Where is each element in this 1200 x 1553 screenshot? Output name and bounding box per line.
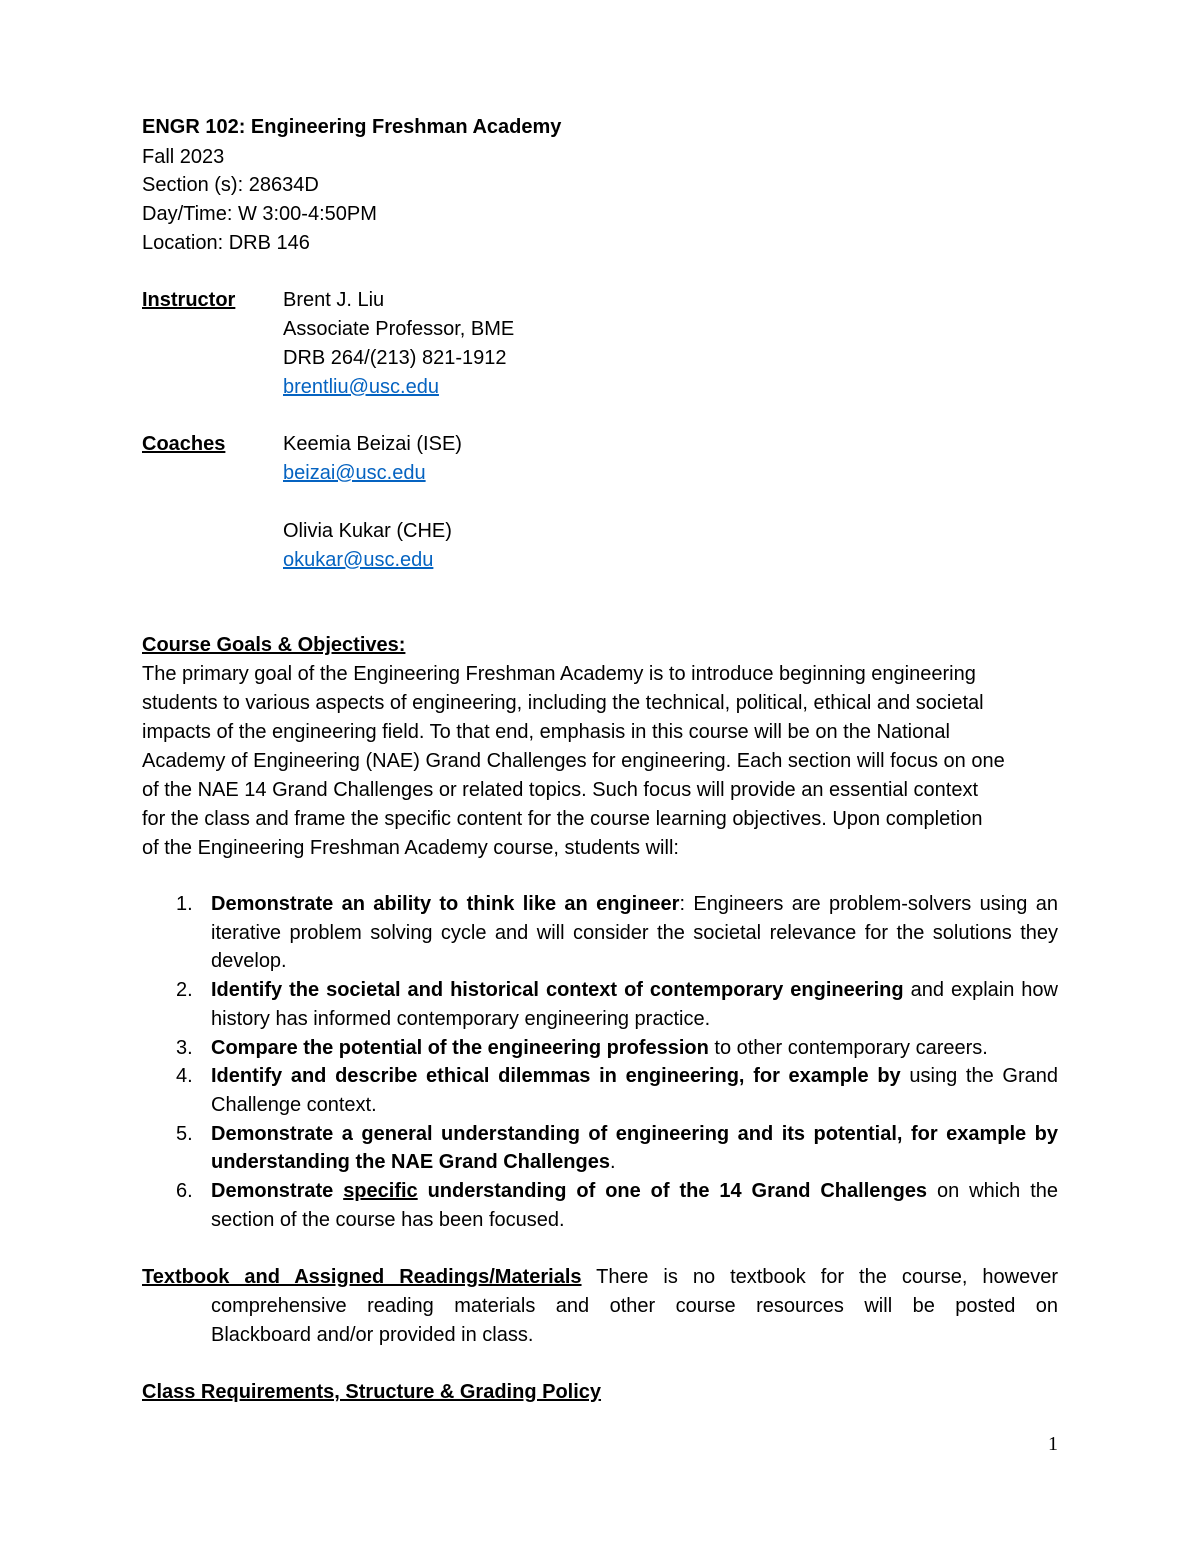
objective-item [142,1177,1058,1234]
instructor-name: Brent J. Liu [283,289,385,311]
course-title: ENGR 102: Engineering Freshman Academy [142,116,562,138]
objective-item [142,1120,1058,1177]
section: Section (s): 28634D [142,174,319,196]
objective-item [142,1034,1058,1063]
goals-heading: Course Goals & Objectives: [142,634,406,656]
textbook-text: There is no textbook for the course, however [581,1266,1058,1288]
objective-number: 6. [176,1180,193,1203]
objective-text: . [609,1151,616,1174]
objective-item [142,1062,1058,1119]
objective-bold: Demonstrate a general understanding of engineering and its potential, for example by understanding the NAE Grand Challenges [211,1122,1058,1174]
coach-email-row [283,546,433,575]
class-requirements-heading: Class Requirements, Structure & Grading Policy [142,1381,602,1403]
objective-text: using the Grand Challenge context. [211,1065,1058,1116]
objective-number: 5. [176,1122,193,1145]
objectives-list [142,890,1058,1234]
textbook-paragraph [142,1263,1058,1350]
objective-bold: Demonstrate [211,1180,344,1203]
paragraph-line: Academy of Engineering (NAE) Grand Challenges for engineering. Each section will focus on one [142,750,1005,772]
objective-bold-underlined: specific [343,1180,418,1203]
coach-email-link[interactable]: beizai@usc.edu [283,462,426,484]
coaches-label: Coaches [142,433,226,455]
objective-text: and explain how history has informed contemporary engineering practice. [211,979,1058,1030]
paragraph-line: impacts of the engineering field. To that end, emphasis in this course will be on the National [142,721,950,743]
objective-number: 3. [176,1036,193,1059]
day-time: Day/Time: W 3:00-4:50PM [142,203,377,225]
objective-text: : Engineers are problem-solvers using an iterative problem solving cycle and will consider the societal relevance for the solutions they develop. [211,893,1058,973]
coach-email-row [283,459,426,488]
objective-text: to other contemporary careers. [708,1036,988,1059]
instructor-email-row [283,373,439,402]
objective-item [142,890,1058,976]
instructor-label: Instructor [142,289,236,311]
objective-bold: Demonstrate an ability to think like an engineer [211,893,680,915]
textbook-first-line [142,1263,1058,1292]
objective-bold: Identify and describe ethical dilemmas in engineering, for example by [211,1065,901,1088]
coach-name: Keemia Beizai (ISE) [283,433,462,455]
instructor-office-phone: DRB 264/(213) 821-1912 [283,347,507,369]
coach-email-link[interactable]: okukar@usc.edu [283,549,434,571]
textbook-text: Blackboard and/or provided in class. [211,1324,534,1346]
instructor-title: Associate Professor, BME [283,318,515,340]
objective-item [142,976,1058,1033]
paragraph-line: students to various aspects of engineering, including the technical, political, ethical and societal [142,692,984,714]
coach-name: Olivia Kukar (CHE) [283,520,452,542]
textbook-text: comprehensive reading materials and other course resources will be posted on [211,1295,1058,1317]
goals-paragraph [142,660,1058,863]
objective-number: 4. [176,1065,193,1088]
paragraph-line: The primary goal of the Engineering Freshman Academy is to introduce beginning engineering [142,663,976,685]
objective-text: on which the section of the course has been focused. [211,1180,1059,1231]
textbook-heading: Textbook and Assigned Readings/Materials [142,1266,582,1288]
paragraph-line: of the Engineering Freshman Academy course, students will: [142,837,679,859]
objective-bold: Identify the societal and historical context of contemporary engineering [211,979,904,1002]
term: Fall 2023 [142,146,225,168]
paragraph-line: for the class and frame the specific content for the course learning objectives. Upon completion [142,808,983,830]
paragraph-line: of the NAE 14 Grand Challenges or related topics. Such focus will provide an essential context [142,779,979,801]
objective-bold: Compare the potential of the engineering profession [211,1036,709,1059]
objective-number: 1. [176,893,193,915]
instructor-email-link[interactable]: brentliu@usc.edu [283,376,439,398]
page-number: 1 [1048,1433,1058,1455]
location: Location: DRB 146 [142,232,310,254]
objective-bold: understanding of one of the 14 Grand Challenges [417,1180,928,1203]
objective-number: 2. [176,979,193,1002]
